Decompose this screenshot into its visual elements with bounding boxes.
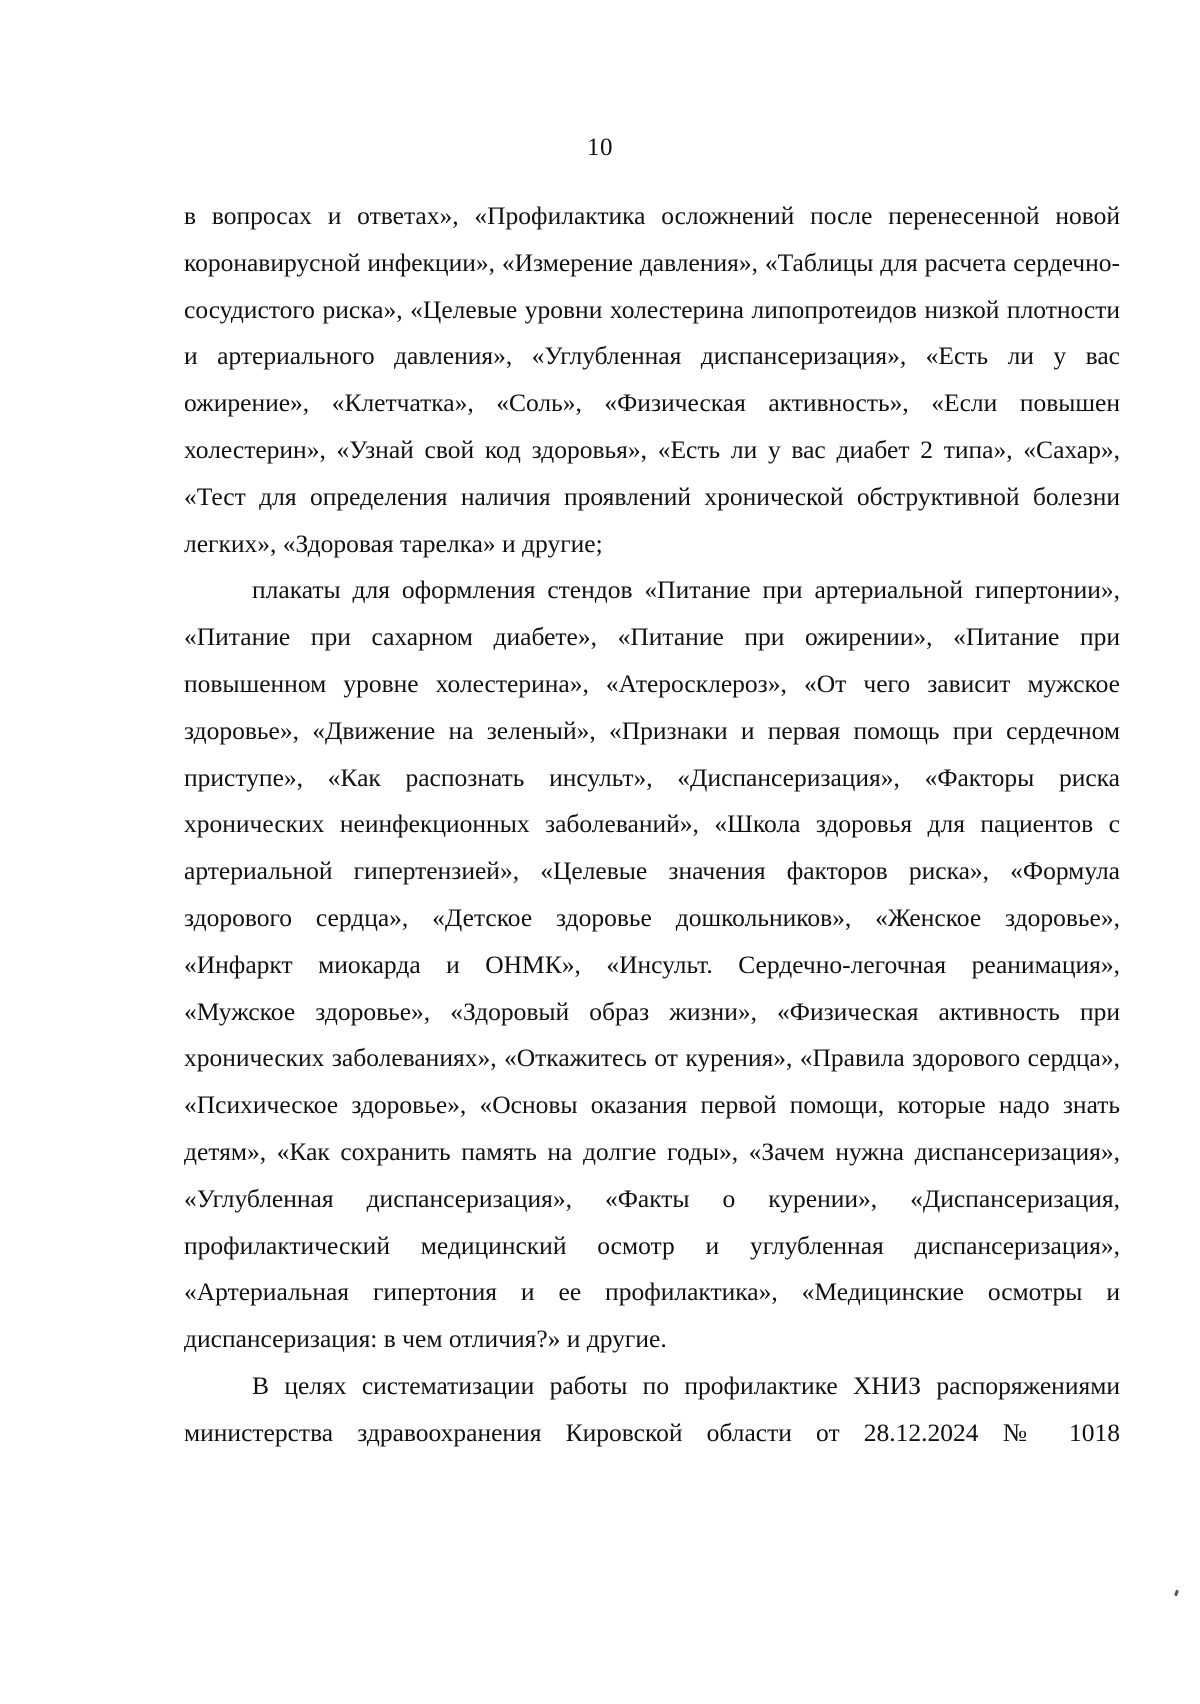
scan-speck [1174, 1590, 1179, 1597]
paragraph-booklets-list: в вопросах и ответах», «Профилактика осложнений после перенесенной новой коронавирусной инфекции», «Измерение давления», «Таблицы для расчета сердечно-сосудистого риска», «Целевые уровни холестерина липопротеидов низкой плотности и артериального давления», «Углубленная диспансеризация», «Есть ли у вас ожирение», «Клетчатка», «Соль», «Физическая активность», «Если повышен холестерин», «Узнай свой код здоровья», «Есть ли у вас диабет 2 типа», «Сахар», «Тест для определения наличия проявлений хронической обструктивной болезни легких», «Здоровая тарелка» и другие; [184, 201, 1120, 558]
paragraph-posters-list: плакаты для оформления стендов «Питание при артериальной гипертонии», «Питание при сахарном диабете», «Питание при ожирении», «Питание при повышенном уровне холестерина», «Атеросклероз», «От чего зависит мужское здоровье», «Движение на зеленый», «Признаки и первая помощь при сердечном приступе», «Как распознать инсульт», «Диспансеризация», «Факторы риска хронических неинфекционных заболеваний», «Школа здоровья для пациентов с артериальной гипертензией», «Целевые значения факторов риска», «Формула здорового сердца», «Детское здоровье дошкольников», «Женское здоровье», «Инфаркт миокарда и ОНМК», «Инсульт. Сердечно-легочная реанимация», «Мужское здоровье», «Здоровый образ жизни», «Физическая активность при хронических заболеваниях», «Откажитесь от курения», «Правила здорового сердца», «Психическое здоровье», «Основы оказания первой помощи, которые надо знать детям», «Как сохранить память на долгие годы», «Зачем нужна диспансеризация», «Углубленная диспансеризация», «Факты о курении», «Диспансеризация, профилактический медицинский осмотр и углубленная диспансеризация», «Артериальная гипертония и ее профилактика», «Медицинские осмотры и диспансеризация: в чем отличия?» и другие. [184, 575, 1120, 1354]
page-number: 10 [587, 134, 613, 161]
document-body [184, 193, 1120, 1457]
paragraph-systematization: В целях систематизации работы по профилактике ХНИЗ распоряжениями министерства здравоохранения Кировской области от 28.12.2024 № 1018 [184, 1370, 1120, 1447]
